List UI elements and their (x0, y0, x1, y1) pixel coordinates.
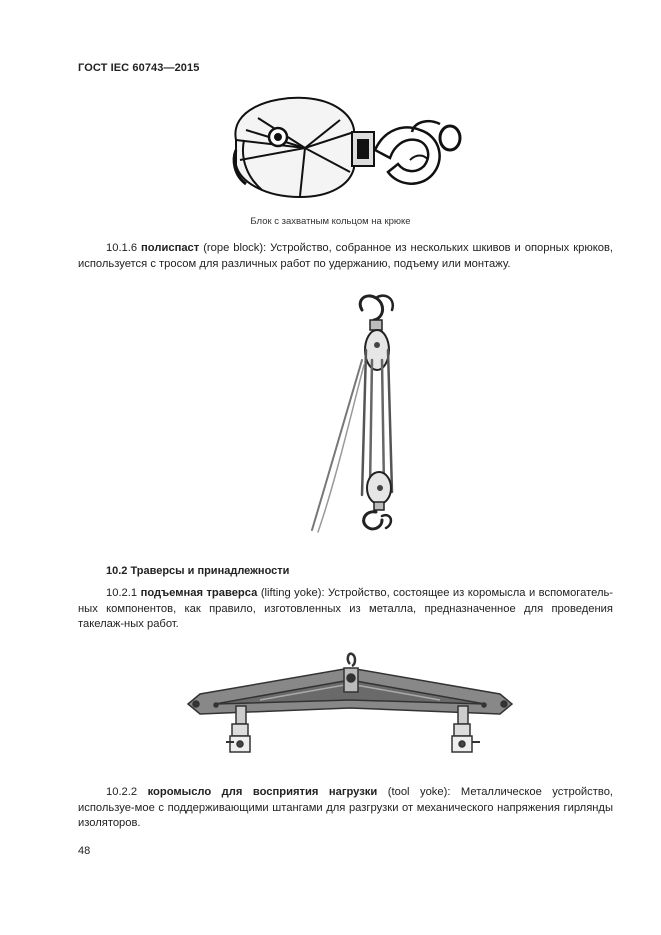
section-heading: 10.2 Траверсы и принадлежности (106, 565, 290, 577)
clause-number: 10.1.6 (106, 242, 138, 254)
term: коромысло для восприятия нагрузки (147, 786, 378, 798)
english-term: (rope block) (203, 242, 264, 254)
term: подъемная траверса (140, 587, 258, 599)
definition-text: : Металлическое устройство, используе-мое с поддерживающими штангами для разгрузки от механического напряжения гирлянды изоляторов. (78, 786, 614, 829)
clause-number: 10.2.1 (106, 587, 138, 599)
document-header: ГОСТ IEC 60743—2015 (78, 62, 200, 74)
clause-number: 10.2.2 (106, 786, 138, 798)
definition-text: : Устройство, собранное из нескольких шкивов и опорных крюков, используется с тросом для различных работ по удержанию, подъему или монтажу. (78, 242, 613, 270)
figure-caption: Блок с захватным кольцом на крюке (250, 216, 411, 227)
definition-text: : Устройство, состоящее из коромысла и вспомогатель-ных компонентов, как правило, изготовленных из металла, предназначенное для проведения такелаж-ных работ. (78, 587, 614, 630)
term: полиспаст (141, 242, 200, 254)
definition-paragraph (78, 785, 613, 832)
english-term: (lifting yoke) (260, 587, 322, 599)
page-number: 48 (78, 845, 91, 857)
english-term: (tool yoke) (387, 786, 448, 798)
